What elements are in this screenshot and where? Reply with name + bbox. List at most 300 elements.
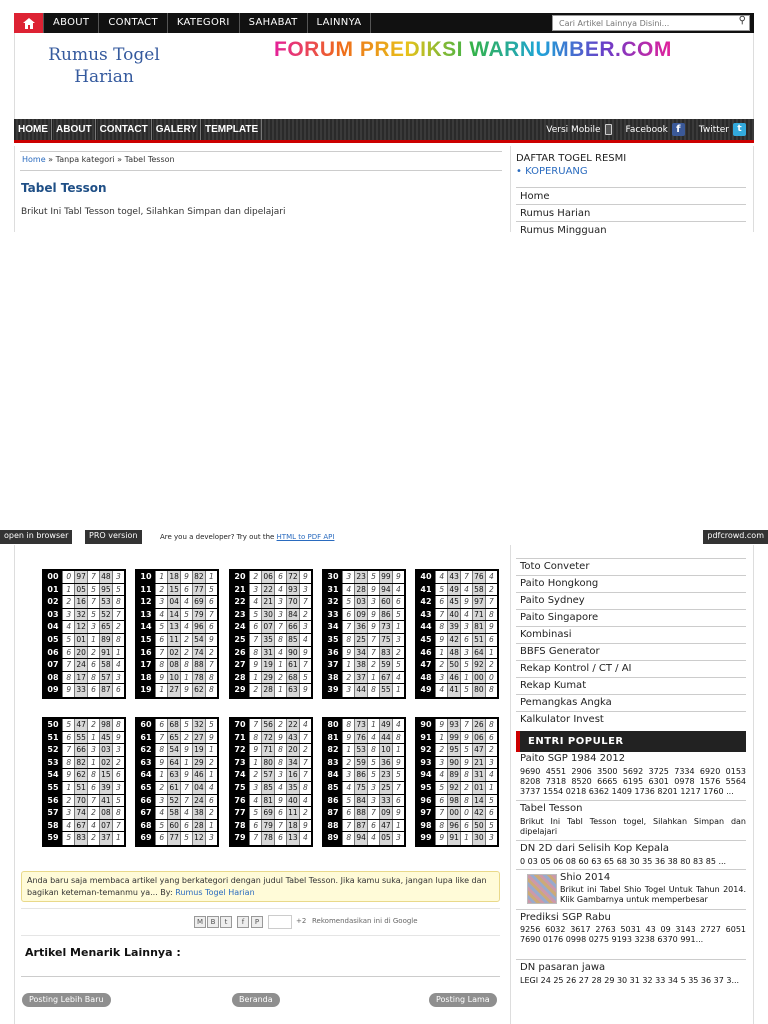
sidebar-item-rekap-kontrol[interactable]: Rekap Kontrol / CT / AI [516,660,746,677]
tesson-cell: 2 [180,732,192,744]
tesson-cell: 39 [101,782,111,792]
tesson-cell: 95 [449,745,459,755]
tesson-row [324,795,404,808]
tesson-cell: 70 [76,795,86,805]
tesson-cell: 61 [169,782,179,792]
tesson-cell: 5 [155,621,167,633]
sidebar-item-paito-hongkong[interactable]: Paito Hongkong [516,575,746,592]
tesson-cell: 9 [274,795,286,807]
tesson-key: 14 [137,621,155,633]
breadcrumb-category[interactable]: Tanpa kategori [55,155,115,164]
tesson-key: 98 [417,820,435,832]
tesson-cell: 7 [367,647,379,659]
tesson-key: 56 [44,795,62,807]
facebook-share-icon[interactable]: f [237,916,249,928]
popular-excerpt: Brikut Ini Tabl Tesson togel, Silahkan Simpan dan dipelajari [520,817,746,836]
tesson-key: 64 [137,769,155,781]
tesson-cell: 04 [194,782,204,792]
newer-post-button[interactable]: Posting Lebih Baru [22,993,111,1007]
popular-title[interactable]: Prediksi SGP Rabu [520,912,611,923]
tesson-key: 51 [44,732,62,744]
tesson-key: 55 [44,782,62,794]
tesson-row [137,684,217,697]
tesson-cell: 4 [435,684,447,697]
tesson-row [324,672,404,685]
divider [516,909,746,910]
tesson-cell: 47 [76,720,86,729]
tesson-cell: 3 [205,832,217,845]
tesson-cell: 45 [449,597,459,607]
tesson-cell: 7 [112,609,124,621]
tesson-cell: 1 [367,719,379,731]
tesson-key: 62 [137,744,155,756]
open-in-browser-button[interactable]: open in browser [0,530,72,544]
shio-thumbnail[interactable] [527,874,557,904]
topnav-sahabat[interactable]: SAHABAT [240,13,308,33]
breadcrumb-separator: » [117,155,123,164]
tesson-cell: 82 [76,757,86,767]
tesson-cell: 8 [485,719,497,731]
tesson-cell: 1 [155,684,167,697]
tesson-cell: 3 [342,769,354,781]
tesson-cell: 6 [435,596,447,608]
tesson-cell: 9 [62,769,74,781]
tesson-cell: 1 [392,820,404,832]
sidebar-item-bbfs-generator[interactable]: BBFS Generator [516,643,746,660]
tesson-cell: 9 [180,769,192,781]
tesson-cell: 4 [392,672,404,684]
tesson-key: 09 [44,684,62,697]
tesson-key: 37 [324,659,342,671]
tesson-cell: 9 [62,684,74,697]
tesson-key: 93 [417,757,435,769]
tesson-cell: 67 [76,820,86,830]
tesson-row [324,609,404,622]
tesson-row [417,795,497,808]
tesson-key: 01 [44,584,62,596]
nav-home[interactable]: HOME [14,119,52,140]
popular-title[interactable]: DN 2D dari Selisih Kop Kepala [520,843,670,854]
sidebar-item-toto-conveter[interactable]: Toto Conveter [516,558,746,575]
tesson-cell: 7 [87,596,99,608]
tesson-cell: 1 [155,571,167,583]
tesson-cell: 4 [392,719,404,731]
sidebar-item-rumus-harian[interactable]: Rumus Harian [516,204,746,221]
html-to-pdf-link[interactable]: HTML to PDF API [276,533,335,541]
tesson-cell: 45 [101,732,111,742]
tesson-cell: 1 [180,672,192,684]
tesson-cell: 1 [485,647,497,659]
tesson-cell: 92 [474,660,484,670]
tesson-cell: 3 [112,744,124,756]
tesson-cell: 28 [356,584,366,594]
tesson-cell: 4 [299,795,311,807]
sidebar-item-paito-singapore[interactable]: Paito Singapore [516,609,746,626]
sidebar-item-kalkulator-invest[interactable]: Kalkulator Invest [516,711,746,728]
breadcrumb-home[interactable]: Home [22,155,46,164]
tesson-row [44,719,124,732]
tesson-cell: 06 [474,732,484,742]
tesson-cell: 8 [155,659,167,671]
tesson-cell: 7 [62,659,74,671]
tesson-cell: 9 [180,744,192,756]
nav-contact[interactable]: CONTACT [96,119,152,140]
nav-galery[interactable]: GALERY [152,119,201,140]
tesson-key: 21 [231,584,249,596]
tesson-row [417,744,497,757]
tesson-cell: 59 [381,660,391,670]
tesson-cell: 57 [263,770,273,780]
tesson-key: 46 [417,647,435,659]
tesson-key: 05 [44,634,62,646]
tesson-cell: 5 [180,719,192,731]
tesson-cell: 74 [76,808,86,818]
tesson-cell: 85 [263,782,273,792]
pdfcrowd-brand[interactable]: pdfcrowd.com [703,530,768,544]
tesson-cell: 62 [76,770,86,780]
tesson-cell: 2 [274,719,286,731]
tesson-cell: 6 [87,782,99,794]
tesson-row [44,757,124,770]
tesson-cell: 5 [205,584,217,596]
tesson-key: 67 [137,807,155,819]
popular-title[interactable]: Paito SGP 1984 2012 [520,753,626,764]
tesson-cell: 88 [194,660,204,670]
tesson-block [322,569,406,699]
tesson-cell: 91 [447,832,459,845]
tesson-row [324,684,404,697]
tesson-row [417,659,497,672]
tesson-cell: 3 [485,757,497,769]
tesson-key: 88 [324,820,342,832]
tesson-cell: 36 [381,757,391,767]
search-input[interactable] [552,15,750,31]
tesson-cell: 9 [155,757,167,769]
tesson-key: 97 [417,807,435,819]
tesson-cell: 2 [87,832,99,845]
tesson-key: 30 [324,571,342,583]
topnav-lainnya[interactable]: LAINNYA [308,13,372,33]
tesson-cell: 7 [460,719,472,731]
tesson-key: 33 [324,609,342,621]
popular-title[interactable]: Tabel Tesson [520,803,583,814]
tesson-cell: 9 [205,732,217,744]
tesson-row [231,659,311,672]
search-icon[interactable]: ⚲ [738,15,746,26]
tesson-cell: 07 [263,622,273,632]
tesson-cell: 6 [180,820,192,832]
tesson-cell: 87 [99,684,111,697]
nav-template[interactable]: TEMPLATE [201,119,262,140]
tesson-cell: 92 [449,782,459,792]
tesson-cell: 5 [62,832,74,845]
tesson-cell: 4 [249,795,261,807]
banner-text[interactable]: FORUM PREDIKSI WARNUMBER.COM [274,38,672,61]
tesson-cell: 44 [381,732,391,742]
topnav-contact[interactable]: CONTACT [99,13,168,33]
tesson-cell: 78 [261,832,273,845]
home-icon-button[interactable] [14,13,44,33]
plusone-button[interactable] [268,915,292,929]
tesson-cell: 29 [263,672,273,682]
tesson-cell: 37 [356,672,366,682]
tesson-cell: 2 [485,659,497,671]
tesson-cell: 81 [263,795,273,805]
tesson-key: 75 [231,782,249,794]
tesson-cell: 5 [392,659,404,671]
tesson-cell: 3 [367,795,379,807]
tesson-key: 27 [231,659,249,671]
tesson-cell: 64 [474,647,484,657]
pinterest-share-icon[interactable]: P [251,916,263,928]
tesson-cell: 8 [112,596,124,608]
tesson-row [324,807,404,820]
tesson-cell: 66 [76,745,86,755]
tesson-cell: 71 [263,745,273,755]
tesson-row [231,634,311,647]
tesson-cell: 76 [474,572,484,581]
tesson-row [324,596,404,609]
tesson-cell: 9 [367,584,379,596]
tesson-cell: 03 [101,745,111,755]
tesson-row [231,719,311,732]
tesson-cell: 9 [274,732,286,744]
tesson-cell: 2 [367,659,379,671]
post-title[interactable]: Tabel Tesson [21,181,107,195]
tesson-key: 07 [44,659,62,671]
tesson-cell: 62 [192,684,204,697]
tesson-cell: 5 [155,820,167,832]
tesson-cell: 23 [381,770,391,780]
tesson-cell: 4 [435,769,447,781]
pro-version-button[interactable]: PRO version [85,530,142,544]
tesson-cell: 2 [87,647,99,659]
tesson-cell: 3 [112,672,124,684]
topnav-kategori[interactable]: KATEGORI [168,13,240,33]
tesson-cell: 0 [460,807,472,819]
divider [20,170,502,171]
tesson-cell: 82 [194,572,204,581]
tesson-cell: 2 [460,782,472,794]
tesson-cell: 65 [101,622,111,632]
tesson-cell: 35 [263,634,273,644]
tesson-cell: 8 [62,757,74,769]
tesson-cell: 02 [169,647,179,657]
tesson-cell: 1 [249,672,261,684]
tesson-row [44,807,124,820]
tesson-row [137,719,217,732]
tesson-cell: 8 [274,757,286,769]
home-icon [23,18,35,29]
tesson-row [324,571,404,584]
nav-about[interactable]: ABOUT [52,119,96,140]
tesson-cell: 1 [392,621,404,633]
mobile-icon[interactable] [605,124,612,135]
tesson-key: 94 [417,769,435,781]
tesson-cell: 5 [435,584,447,596]
tesson-cell: 7 [249,832,261,845]
tesson-cell: 6 [274,807,286,819]
tesson-cell: 11 [169,634,179,644]
sidebar-item-rekap-kumat[interactable]: Rekap Kumat [516,677,746,694]
topnav-about[interactable]: ABOUT [44,13,99,33]
email-share-icon[interactable]: M [194,916,206,928]
popular-title[interactable]: DN pasaran jawa [520,962,606,973]
tesson-key: 73 [231,757,249,769]
tesson-cell: 8 [342,634,354,646]
tesson-cell: 3 [249,584,261,596]
twitter-share-icon[interactable]: t [220,916,232,928]
tesson-cell: 9 [155,672,167,684]
tesson-key: 34 [324,621,342,633]
tesson-row [324,634,404,647]
tesson-cell: 2 [274,672,286,684]
tesson-cell: 8 [180,659,192,671]
facebook-icon[interactable]: f [672,123,685,136]
tesson-key: 81 [324,732,342,744]
koperuang-label[interactable]: KOPERUANG [525,166,588,177]
tesson-row [417,584,497,597]
tesson-cell: 9 [367,621,379,633]
sidebar-item-pemangkas-angka[interactable]: Pemangkas Angka [516,694,746,711]
tesson-cell: 90 [449,757,459,767]
tesson-cell: 12 [192,832,204,845]
tesson-row [324,757,404,770]
blog-title[interactable]: Rumus Togel Harian [48,45,160,87]
tesson-cell: 66 [288,622,298,632]
tesson-block [415,569,499,699]
tesson-cell: 86 [356,770,366,780]
tesson-cell: 3 [392,832,404,845]
tesson-row [137,647,217,660]
sidebar-koperuang-link[interactable]: • KOPERUANG [516,166,588,177]
tesson-cell: 09 [356,609,366,619]
share-text: Anda baru saja membaca artikel yang berkategori dengan judul Tabel Tesson. Jika kamu suka, jangan lupa like dan bagikan keteman-temanmu ya... By: [27,876,487,897]
tesson-cell: 7 [112,820,124,832]
tesson-cell: 9 [112,732,124,744]
tesson-key: 29 [231,684,249,697]
tesson-cell: 2 [155,782,167,794]
tesson-cell: 5 [367,757,379,769]
tesson-key: 19 [137,684,155,697]
tesson-cell: 1 [392,744,404,756]
tesson-cell: 15 [101,770,111,780]
tesson-cell: 53 [101,597,111,607]
tesson-cell: 8 [485,609,497,621]
tesson-row [44,732,124,745]
top-nav [14,13,754,33]
tesson-cell: 59 [356,757,366,767]
tesson-key: 00 [44,571,62,583]
twitter-icon[interactable]: t [733,123,746,136]
tesson-cell: 24 [76,660,86,670]
home-pager-button[interactable]: Beranda [232,993,280,1007]
tesson-cell: 33 [381,795,391,805]
tesson-cell: 6 [155,719,167,731]
tesson-row [417,647,497,660]
sidebar-item-home[interactable]: Home [516,187,746,204]
tesson-cell: 57 [101,672,111,682]
tesson-cell: 44 [354,684,366,697]
tesson-cell: 4 [62,621,74,633]
tesson-row [231,744,311,757]
tesson-cell: 4 [342,782,354,794]
tesson-row [44,684,124,697]
tesson-cell: 60 [169,820,179,830]
tesson-cell: 2 [435,659,447,671]
twitter-link[interactable]: Twitter [698,124,729,135]
tesson-cell: 19 [263,660,273,670]
tesson-cell: 6 [249,621,261,633]
mobile-link[interactable]: Versi Mobile [546,124,601,135]
tesson-cell: 23 [356,572,366,581]
blog-share-icon[interactable]: B [207,916,219,928]
facebook-link[interactable]: Facebook [625,124,668,135]
tesson-cell: 7 [342,820,354,832]
tesson-cell: 7 [367,634,379,646]
tesson-cell: 5 [435,782,447,794]
sidebar-item-kombinasi[interactable]: Kombinasi [516,626,746,643]
tesson-cell: 1 [435,732,447,744]
tesson-cell: 43 [449,572,459,581]
tesson-cell: 7 [249,634,261,646]
tesson-key: 02 [44,596,62,608]
tesson-cell: 05 [76,584,86,594]
sidebar-item-paito-sydney[interactable]: Paito Sydney [516,592,746,609]
tesson-cell: 8 [205,684,217,697]
tesson-key: 50 [44,719,62,731]
tesson-cell: 1 [62,782,74,794]
tesson-cell: 7 [155,732,167,744]
tesson-row [137,757,217,770]
popular-title[interactable]: Shio 2014 [560,872,611,883]
tesson-cell: 1 [485,782,497,794]
tesson-cell: 05 [379,832,391,845]
tesson-cell: 5 [367,769,379,781]
older-post-button[interactable]: Posting Lama [429,993,497,1007]
tesson-cell: 3 [435,672,447,684]
tesson-key: 16 [137,647,155,659]
tesson-cell: 38 [356,660,366,670]
tesson-cell: 2 [62,795,74,807]
tesson-cell: 9 [205,634,217,646]
tesson-row [137,621,217,634]
tesson-cell: 20 [76,647,86,657]
tesson-key: 44 [417,621,435,633]
tesson-cell: 3 [367,596,379,608]
author-link[interactable]: Rumus Togel Harian [175,888,255,897]
tesson-cell: 6 [485,634,497,646]
tesson-key: 03 [44,609,62,621]
tesson-cell: 8 [274,634,286,646]
tesson-cell: 4 [155,609,167,621]
tesson-cell: 3 [62,609,74,621]
tesson-cell: 64 [169,757,179,767]
tesson-cell: 9 [435,634,447,646]
tesson-cell: 80 [263,757,273,767]
tesson-row [137,795,217,808]
tesson-cell: 4 [367,732,379,744]
tesson-key: 13 [137,609,155,621]
tesson-cell: 2 [180,647,192,659]
tesson-cell: 1 [180,757,192,769]
tesson-key: 18 [137,672,155,684]
tesson-cell: 2 [342,757,354,769]
tesson-key: 69 [137,832,155,845]
tesson-cell: 78 [194,672,204,682]
tesson-cell: 72 [263,732,273,742]
sidebar-item-rumus-mingguan[interactable]: Rumus Mingguan [516,221,746,238]
